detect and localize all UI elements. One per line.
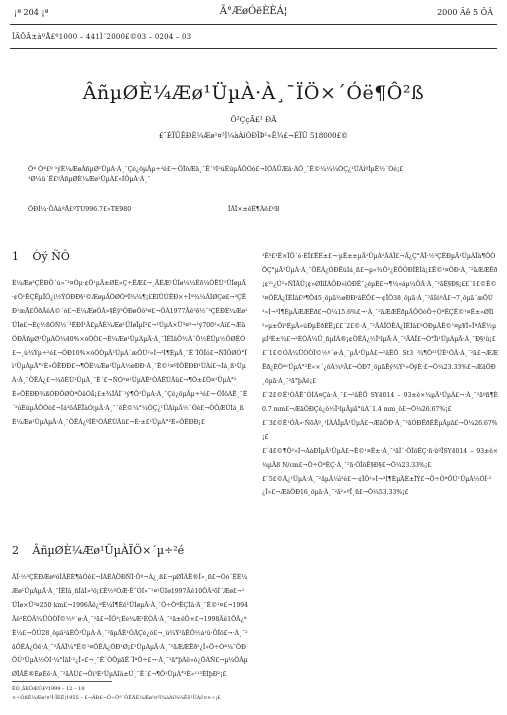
issue-date: 2000 Äê 5 ÔÂ <box>437 8 493 17</box>
authors: Ö²ÇçÃ£¹ ÐÂ <box>230 115 277 124</box>
abstract <box>28 165 478 185</box>
page-number: ¡ª 204 ¡ª <box>14 8 49 17</box>
meta-rule <box>10 48 497 49</box>
section-2-number: 2 <box>12 544 19 557</box>
section-1-body: È¼Æø³ÇÊÐÖ´ú»¯¹¤Òµ·¢Õ¹µÄ±ØÈ»Ç÷ÊÆ£¬¸ÄÉÆ¹ÜÍø¼¼Êõ¼ÓËÙ¹ÜÍøµÄ·¢Õ¹ÊÇÊµÏÖ¿ì½ÝÓÐÐ§¹©ÆøµÄÖØÒªÍ¾¾¶¡£ÉîÛÚÊÐ×÷Îª¾¼ÃÌØÇø£¬³ÇÊÐ¹æÄ£ÖðÄêÀ©´ó£¬È¼ÆøÓÃ»§Êý³ÖÐøÔö³¤£¬ÖÁ1977Äê³õ½¨³ÇÊÐÈ¼Æø¹ÜÍø£¬Èç½ñÒÑ½¨³ÉÐÍ¹Ä£µÄÈ¼Æø¹ÜÍøÏµÍ³£¬¹ÜµÀ×Ü³¤³¬¹ý700¹«Àï£¬ÆäÖÐÂñµØ¹ÜµÀÕ¼40%×óÓÒ£¬È¼Æø¹ÜµÀµÄ·À¸¯ÎÊÌâÔ½À´Ô½ÊÜµ½ÖØÊÓ£¬¸ù¾Ýµ÷²é£¬ÓÐ10%×óÓÒµÄ¹ÜµÀ´æÔÚ²»Í¬³Ì¶ÈµÄ¸¯Ê´ÏÖÏó£¬ÑÏÖØÓ°Ïì¹ÜµÀµÄ°²È«ÔËÐÐ£¬¶ÔÈ¼Æø¹ÜµÀ½øÐÐ·À¸¯Ê©¹¤ºÍÔËÐÐ¹ÜÀí£¬Ìá¸ß¹ÜµÀ·À¸¯ÖÊÁ¿£¬¼õÉÙ¹ÜµÀ¸¯Ê´£¬ÑÓ³¤¹ÜµÀÊ¹ÓÃÊÙÃü£¬¶Ô±£Ö¤¹ÜµÀ°²È«ÔËÐÐ¾ßÓÐÖØÒªÒâÒå¡£±¾ÎÄÍ¨¹ý¶Ô¹ÜµÀ·À¸¯Çé¿öµÄµ÷²é£¬·ÖÎöÁË¸¯Ê´²úÉúµÄÔÒò£¬Ìá³öÁËÏàÓ¦µÄ·À¸¯´ëÊ©¼°¼ÓÇ¿¹ÜÀíµÄ½¨Òé£¬ÒÔÆÚÌá¸ßÈ¼Æø¹ÜµÀµÄ·À¸¯ÖÊÁ¿ºÍÊ¹ÓÃÊÙÃü£¬È·±£¹ÜµÀ°²È«ÔËÐÐ¡£ <box>12 280 248 427</box>
section-2-body: ÄÏ·½³ÇÊÐÆøºòÎÂÈÈ¶àÓê£¬ÍÁÈÀÖÐÑÎ·Öº¬Á¿¸ß£¬µØÏÂË®Î»¸ß£¬Òò´ËÈ¼Æø¹ÜµÀµÄ·À¸¯ÎÊÌâ¸ñÍâÍ»³ö¡£É½ºÓÆ·Ê¯ÓÍ»¯¹¤¹ÜÍø1997Äê10ÔÂ³õÍ¨Æø£¬¹ÜÍø×Ü³¤250 km£¬1996Äê¿ªÊ¼Í¶Èë¹ÜÍøµÄ·À¸¯Ö÷ÒªÊÇÍâ·À¸¯Ê©¹¤£¬1994Äê²ÉÓÃ¾ÛÒÒÏ©½º´ø·À¸¯²ã£¬ÏÖ³¡Éè¼Æ²ÉÓÃ·À¸¯²ã±êÖ×£¬1998Äê1ÔÂ¿ªÊ¼£¬ÔÚ28¸öµã²âÊÔ¹ÜµÀ·À¸¯²ãµÄÊ¹ÓÃÇé¿ö£¬¸ù¾Ý²âÊÔ½á¹û·ÖÎö£¬·À¸¯²ãÖÊÁ¿Óë·À¸¯²ÄÁÏ¼°Ê©¹¤ÖÊÁ¿ÓÐ¹Ø¡£¹ÜµÀµÄ·À¸¯²ãÆÆËð²¿Î»Ö÷Òª¼¯ÖÐÔÚ¹ÜµÀ½ÓÍ·¼°ÍäÍ·²¿Î»£¬¸¯Ê´ÒÔµãÊ´ÎªÖ÷£¬·À¸¯²ã°þÀë»ò¿ÕÁÑ£¬µ¼ÖÂµØÏÂË®ÉøÈë·À¸¯²ãÄÚ£¬Ôì³É¹ÜµÀÍâ±Ú¸¯Ê´£¬¶Ô¹ÜµÀ°²È«¹¹³ÉÍþÐ²¡£ <box>12 574 248 679</box>
paper-title: ÂñµØÈ¼Æø¹ÜµÀ·À¸¯ÏÖ×´Óë¶Ô²ß <box>82 82 425 104</box>
right-list-item-2: £¨2£©Ê¹ÓÃÊ¯ÓÍÁ¤Çà·À¸¯£¬²âÊÔ SY4014 – 93±ê×¼µÄ¹ÜµÀ£¬·À¸¯²ãºñ¶È0.7 mm£¬ÆäÖÐÇé¿ö½Ï²îµÄµã°üÀ¨1.4 mm¸ö£¬Õ¼26.67%¡£ <box>262 392 498 413</box>
right-list-item-4: £¨4£©¶Ô²»Í¬ÀàÐÍµÄ¹ÜµÀ£¬Ê©¹¤Ê±·À¸¯²ãÎ´·ÖÎöÊÇ·ñ·ûºÏSY4014 – 93±ê×¼µÄ8 N/cm£¬Ö÷ÒªÊÇ·À¸¯²ã·ÖÎöÊ§Ð§£¬Õ¼23.33%¡£ <box>262 447 498 469</box>
keywords: ¹Ø¼ü´Ê£ºÂñµØÈ¼Æø¹ÜµÀ£»ÍÔµÀ·À¸¯ <box>28 176 151 183</box>
footnote-author: ×÷ÕßÈ¼Æø¹¤³Ì·ÏÈÊ¦1955 – £¬ÄÐ£¬Ö÷Òª´ÓÊÂÈ¼Æø¹¤³Ì¼àÀí¼¼Êõ¹ÜÀí¹¤×÷¡£ <box>12 695 221 701</box>
section-2-title: ÂñµØÈ¼Æø¹ÜµÀÏÖ×´µ÷²é <box>32 544 185 557</box>
section-2-heading <box>12 544 184 557</box>
footnote-received: ÊÕ¸åÈÕÆÚ£º1999 – 12 – 10 <box>12 686 85 692</box>
right-list-item-5: £¨5£©Ã¿¹ÜµÀ·À¸¯²ãµÄ¼ì²é£¬·¢ÏÖ²»Í¬³Ì¶ÈµÄÈ±ÏÝ£¬Ö÷ÒªÔÚ¹ÜµÀ½ÓÍ·²¿Î»£¬ÆäÖÐ16¸öµã·À¸¯²ã²»ºÏ¸ñ£¬Õ¼53.33%¡£ <box>262 475 492 497</box>
footnote-rule <box>12 681 112 682</box>
right-column-paragraph: ¹Ê³£¹Ê×ÏÖ´ó·ÉÏ£ËÉ±£¬·µÊ±±µÄ¹ÜµÀ²ÄÁÏ£¬Ä¿Ç°ÄÏ·½³ÇÊÐµÄ¹ÜµÀÏà¶ÔÒÔÇ°µÄ¹ÜµÀ·À¸¯ÖÊÁ¿ÓÐËùÌá¸ß£¬µ«¾Ö²¿ÈÔÓÐÎÊÌâ¡£Ê©¹¤ÖÐ·À¸¯²ãÆÆËð¡¢²¹¿Ú²»ÑÏÃÜ¡¢»ØÌîÍÁÖÐ»ìÓÐÊ¯¿éµÈ£¬¶¼»áµ¼ÖÂ·À¸¯²ãÊ§Ð§¡££¨1£©Ê©¹¤ÖÊÁ¿ÎÊÌâ£º¶Ô45¸öµã½øÐÐ²âÊÔ£¬·¢ÏÖ38¸öµã·À¸¯²ãÍêºÃ£¬7¸öµã´æÔÚ²»Í¬³Ì¶ÈµÄÆÆËð£¬Õ¼15.6%£¬·À¸¯²ãÆÆËðµÄÔÒòÖ÷ÒªÊÇÊ©¹¤Ê±»ØÌî²»µ±Ôì³ÉµÄ»úÐµËðÉË¡££¨2£©·À¸¯²ÄÁÏÖÊÁ¿ÎÊÌâ£ºÓÐµÄÊ©¹¤µ¥Î»ÎªÁË½µµÍ³É±¾£¬²ÉÓÃ¼Û¸ñµÍÁ®¡¢ÖÊÁ¿½Ï²îµÄ·À¸¯²ÄÁÏ£¬Ó°Ïì¹ÜµÀµÄ·À¸¯Ð§¹û¡£ <box>262 253 498 344</box>
classification-number: ÖÐÍ¼·ÖÀàºÅ£ºTU996.7£»TE980 <box>28 206 132 213</box>
document-code: ÎÄÏ×±êÊ¶Âë£ºB <box>228 206 280 213</box>
affiliation: £¨ÉÏÛÊÐÈ¼Æø¹¤³Ì¼àÀíÓÐÏÞ¹«Ë¾£¬ÉÏÛ 518000£© <box>158 132 349 140</box>
section-1-title: Òý ÑÔ <box>32 250 70 263</box>
section-1-heading <box>12 250 70 263</box>
article-number: ÎÄÕÂ±àºÅ£º1000 – 441Ì´2000£©03 – 0204 – 03 <box>12 33 192 41</box>
right-list-item-3: £¨3£©Ê¹ÓÃ»·ÑõÃº¸¹ÍÀÁÏµÄ¹ÜµÀ£¬ÆäÖÐ·À¸¯²ãÓÐËðÉËµÄµã£¬Õ¼26.67%¡£ <box>262 419 498 441</box>
journal-name: Ã°ÆøÓëÈÈÁ¦ <box>219 6 288 17</box>
abstract-text: Õª Òª£º ¹ýÈ¼ÆøÂñµØ¹ÜµÀ·À¸¯Çé¿öµÄµ÷²é£¬·ÖÎöÆä¸¯Ê´ºÍ²úÉúµÄÔÒò£¬ÌÖÂÛÆä·ÀÖ¸¯Ê©¼¼¼ÓÇ¿¹ÜÀíºÍµÈ½¨Òé¡£ <box>28 166 404 173</box>
right-column <box>262 250 498 668</box>
header-rule <box>10 24 497 25</box>
right-list-item-1: £¨1£©ÓÃ¾ÛÒÒÏ©½º´ø·À¸¯µÄ¹ÜµÀ£¬²âÊÔ St3 ¾¶Ô²¹ÜÊ¹ÓÃ·À¸¯²ã£¬ÆÆËð¿ÉÖª¹ÜµÀ°²È«×´¿öÁ¼ºÃ£¬ÓÐ7¸öµãÊý¾Ý²»ÕýÈ·£¬Õ¼23.33%£¬ÆäÖÐ¸öµã·À¸¯²ã°þÀë¡£ <box>262 350 498 386</box>
section-1-number: 1 <box>12 250 19 263</box>
